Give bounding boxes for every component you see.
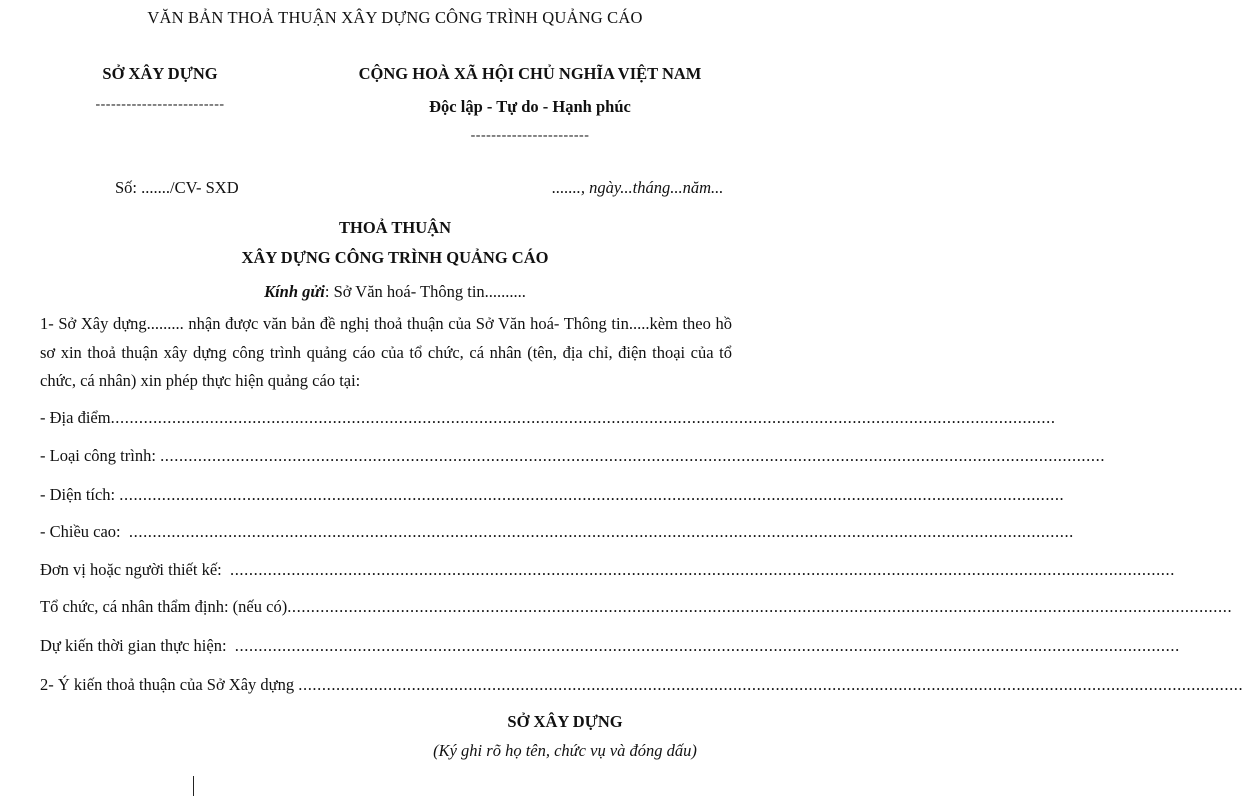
recipient-label: Kính gửi	[264, 282, 325, 301]
field-label: - Địa điểm	[40, 408, 111, 427]
field-label: 2- Ý kiến thoả thuận của Sở Xây dựng	[40, 675, 299, 694]
agency-rule: -------------------------	[95, 97, 225, 112]
recipient-value: : Sở Văn hoá- Thông tin..........	[324, 282, 526, 301]
dot-leader: ........................................................................................................................................................................................................	[298, 675, 1243, 694]
signature-note: (Ký ghi rõ họ tên, chức vụ và đóng dấu)	[433, 741, 697, 760]
dot-leader: ........................................................................................................................................................................................................	[234, 636, 1180, 655]
field-label: - Chiều cao:	[40, 522, 129, 541]
agency-name: SỞ XÂY DỰNG	[102, 64, 218, 83]
field-area	[40, 485, 1065, 505]
document-title: VĂN BẢN THOẢ THUẬN XÂY DỰNG CÔNG TRÌNH QUẢNG CÁO	[147, 8, 643, 27]
field-appraiser	[40, 597, 1233, 617]
document-date: ......., ngày...tháng...năm...	[552, 178, 724, 197]
dot-leader: ........................................................................................................................................................................................................	[229, 560, 1175, 579]
motto: Độc lập - Tự do - Hạnh phúc	[429, 97, 631, 116]
country-name: CỘNG HOÀ XÃ HỘI CHỦ NGHĨA VIỆT NAM	[358, 64, 702, 83]
field-expected-time	[40, 636, 1180, 656]
dot-leader: ........................................................................................................................................................................................................	[128, 522, 1074, 541]
dot-leader: ........................................................................................................................................................................................................	[119, 485, 1065, 504]
dot-leader: ........................................................................................................................................................................................................	[160, 446, 1106, 465]
field-opinion	[40, 675, 1243, 695]
dot-leader: ........................................................................................................................................................................................................	[287, 597, 1233, 616]
paragraph-1: 1- Sở Xây dựng......... nhận được văn bản đề nghị thoả thuận của Sở Văn hoá- Thông tin.....kèm theo hồ sơ xin thoả thuận xây dựng công trình quảng cáo của tổ chức, cá nhân (tên, địa chỉ, điện thoại của tổ chức, cá nhân) xin phép thực hiện quảng cáo tại:	[40, 314, 732, 390]
recipient-line	[0, 282, 790, 302]
title-line-2: XÂY DỰNG CÔNG TRÌNH QUẢNG CÁO	[241, 248, 549, 267]
field-label: Đơn vị hoặc người thiết kế:	[40, 560, 230, 579]
dot-leader: ........................................................................................................................................................................................................	[110, 408, 1056, 427]
title-line-1: THOẢ THUẬN	[338, 218, 451, 237]
signature-agency: SỞ XÂY DỰNG	[507, 712, 623, 731]
field-label: - Loại công trình:	[40, 446, 161, 465]
field-label: - Diện tích:	[40, 485, 120, 504]
document-number: Số: ......./CV- SXD	[115, 178, 239, 197]
field-height	[40, 522, 1074, 542]
field-location	[40, 408, 1056, 428]
text-cursor	[193, 776, 194, 796]
field-label: Tổ chức, cá nhân thẩm định: (nếu có)	[40, 597, 288, 616]
motto-rule: -----------------------	[470, 128, 590, 143]
field-designer	[40, 560, 1175, 580]
field-label: Dự kiến thời gian thực hiện:	[40, 636, 235, 655]
field-construction-type	[40, 446, 1106, 466]
